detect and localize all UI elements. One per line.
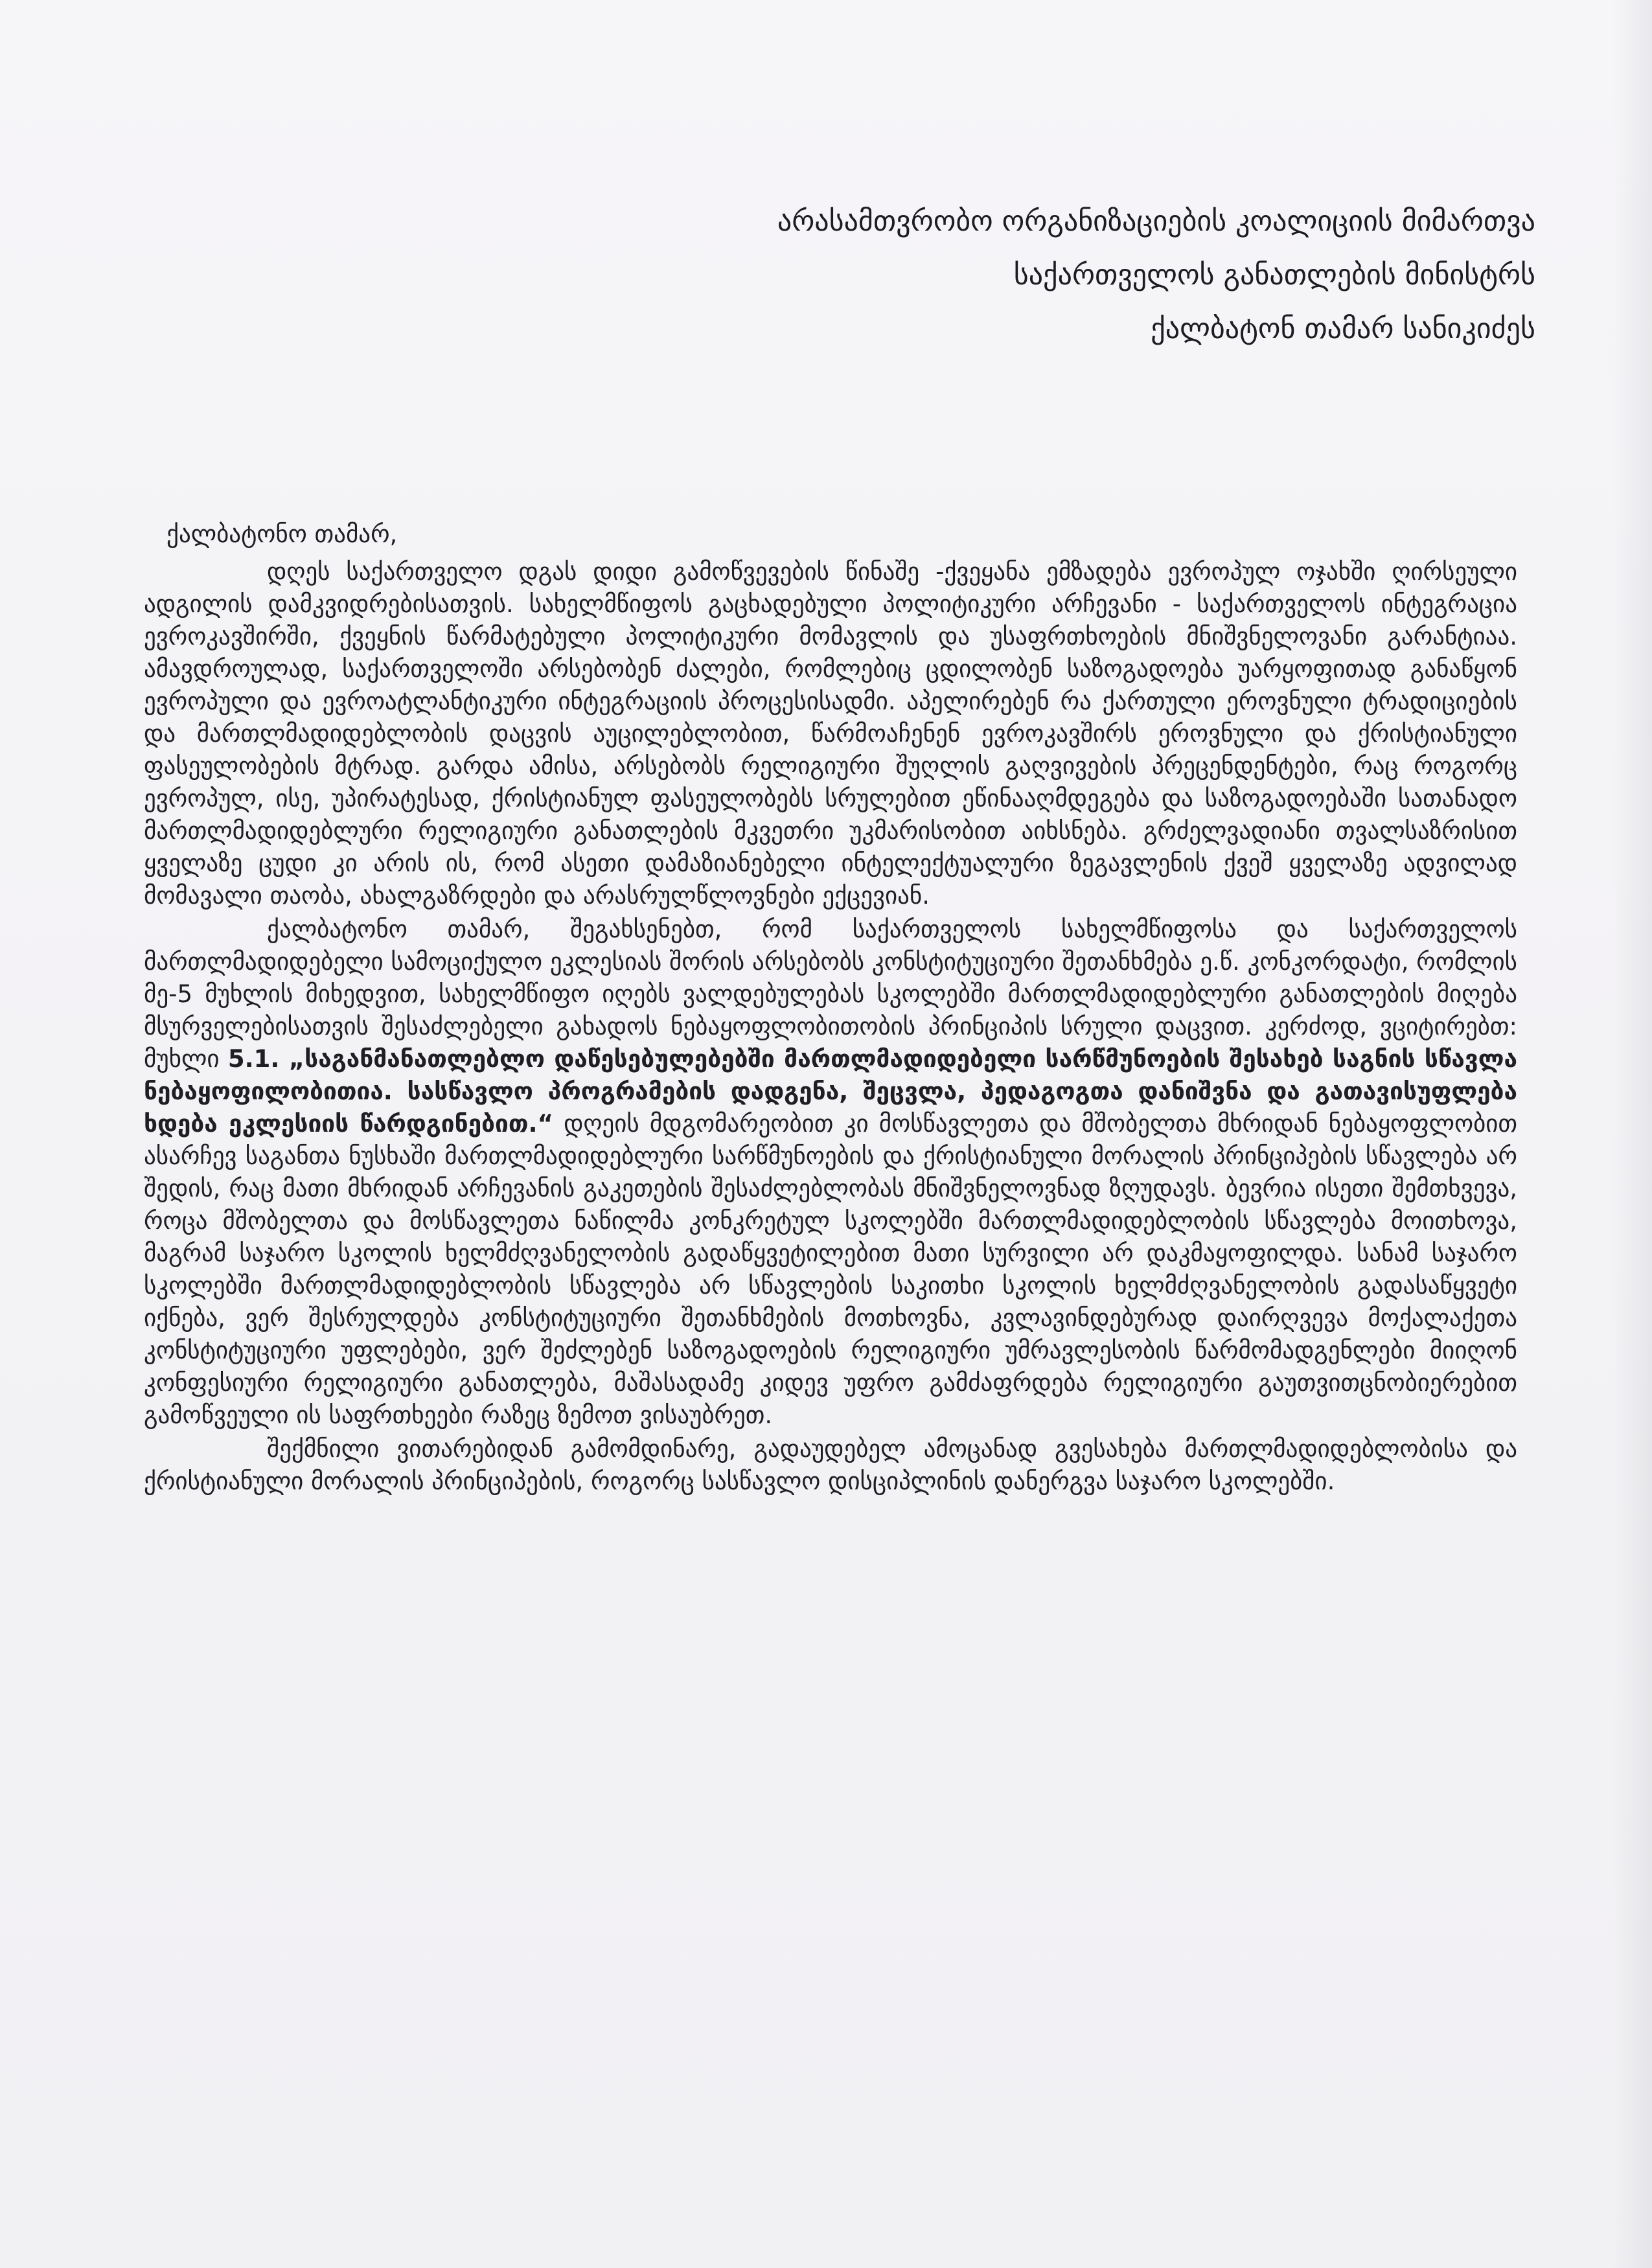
paragraph-2-end: დღეის მდგომარეობით კი მოსწავლეთა და მშობელთა მხრიდან ნებაყოფლობით ასარჩევ საგანთა ნუსხაში მართლმადიდებლური სარწმუნოების და ქრისტიანული მორალის პრინციპების სწავლება არ შედის, რაც მათი მხრიდან არჩევანის გაკეთების შესაძლებლობას მნიშვნელოვნად ზღუდავს. ბევრია ისეთი შემთხვევა, როცა მშობელთა და მოსწავლეთა ნაწილმა კონკრეტულ სკოლებში მართლმადიდებლობის სწავლება მოითხოვა, მაგრამ საჯარო სკოლის ხელმძღვანელობის გადაწყვეტილებით მათი სურვილი არ დაკმაყოფილდა. სანამ საჯარო სკოლებში მართლმადიდებლობის სწავლება არ სწავლების საკითხი სკოლის ხელმძღვანელობის გადასაწყვეტი იქნება, ვერ შესრულდება კონსტიტუციური შეთანხმების მოთხოვნა, კვლავინდებურად დაირღვევა მოქალაქეთა კონსტიტუციური უფლებები, ვერ შეძლებენ საზოგადოების რელიგიური უმრავლესობის წარმომადგენლები მიიღონ კონფესიური რელიგიური განათლება, მაშასადამე კიდევ უფრო გამძაფრდება რელიგიური გაუთვითცნობიერებით გამოწვეული ის საფრთხეები რაზეც ზემოთ ვისაუბრეთ. (144, 1110, 1518, 1429)
paragraph-1: დღეს საქართველო დგას დიდი გამოწვევების წინაშე -ქვეყანა ემზადება ევროპულ ოჯახში ღირსეული ადგილის დამკვიდრებისათვის. სახელმწიფოს გაცხადებული პოლიტიკური არჩევანი - საქართველოს ინტეგრაცია ევროკავშირში, ქვეყნის წარმატებული პოლიტიკური მომავლის და უსაფრთხოების მნიშვნელოვანი გარანტიაა. ამავდროულად, საქართველოში არსებობენ ძალები, რომლებიც ცდილობენ საზოგადოება უარყოფითად განაწყონ ევროპული და ევროატლანტიკური ინტეგრაციის პროცესისადმი. აპელირებენ რა ქართული ეროვნული ტრადიციების და მართლმადიდებლობის დაცვის აუცილებლობით, წარმოაჩენენ ევროკავშირს ეროვნული და ქრისტიანული ფასეულობების მტრად. გარდა ამისა, არსებობს რელიგიური შუღლის გაღვივების პრეცენდენტები, რაც როგორც ევროპულ, ისე, უპირატესად, ქრისტიანულ ფასეულობებს სრულებით ეწინააღმდეგება და საზოგადოებაში სათანადო მართლმადიდებლური რელიგიური განათლების მკვეთრი უკმარისობით აიხსნება. გრძელვადიანი თვალსაზრისით ყველაზე ცუდი კი არის ის, რომ ასეთი დამაზიანებელი ინტელექტუალური ზეგავლენის ქვეშ ყველაზე ადვილად მომავალი თაობა, ახალგაზრდები და არასრულწლოვნები ექცევიან. (144, 558, 1517, 910)
page-edge-shadow (1613, 0, 1652, 2268)
addressee-block (499, 194, 1535, 356)
paragraph-2 (144, 913, 1517, 1432)
addressee-line-3: ქალბატონ თამარ სანიკიძეს (1151, 312, 1535, 345)
addressee-line-1: არასამთვრობო ორგანიზაციების კოალიციის მიმართვა (777, 205, 1535, 238)
paragraph-2-quote: 5.1. „საგანმანათლებლო დაწესებულებებში მართლმადიდებელი სარწმუნოების შესახებ საგნის სწავლა ნებაყოფილობითია. სასწავლო პროგრამების დადგენა, შეცვლა, პედაგოგთა დანიშვნა და გათავისუფლება ხდება ეკლესიის წარდგინებით.“ (144, 1045, 1517, 1138)
salutation: ქალბატონო თამარ, (166, 520, 398, 548)
addressee-line-2: საქართველოს განათლების მინისტრს (1013, 258, 1535, 292)
letter-body (144, 518, 1517, 1498)
paragraph-2-start: ქალბატონო თამარ, შეგახსენებთ, რომ საქართველოს სახელმწიფოსა და საქართველოს მართლმადიდებელი სამოციქულო ეკლესიას შორის არსებობს კონსტიტუციური შეთანხმება ე.წ. კონკორდატი, რომლის მე-5 მუხლის მიხედვით, სახელმწიფო იღებს ვალდებულებას სკოლებში მართლმადიდებლური განათლების მიღება მსურველებისათვის შესაძლებელი გახადოს ნებაყოფლობითობის პრინციპის სრული დაცვით. კერძოდ, ვციტირებთ: მუხლი (144, 915, 1517, 1073)
paragraph-3: შექმნილი ვითარებიდან გამომდინარე, გადაუდებელ ამოცანად გვესახება მართლმადიდებლობისა და ქრისტიანული მორალის პრინციპების, როგორც სასწავლო დისციპლინის დანერგვა საჯარო სკოლებში. (144, 1435, 1517, 1495)
